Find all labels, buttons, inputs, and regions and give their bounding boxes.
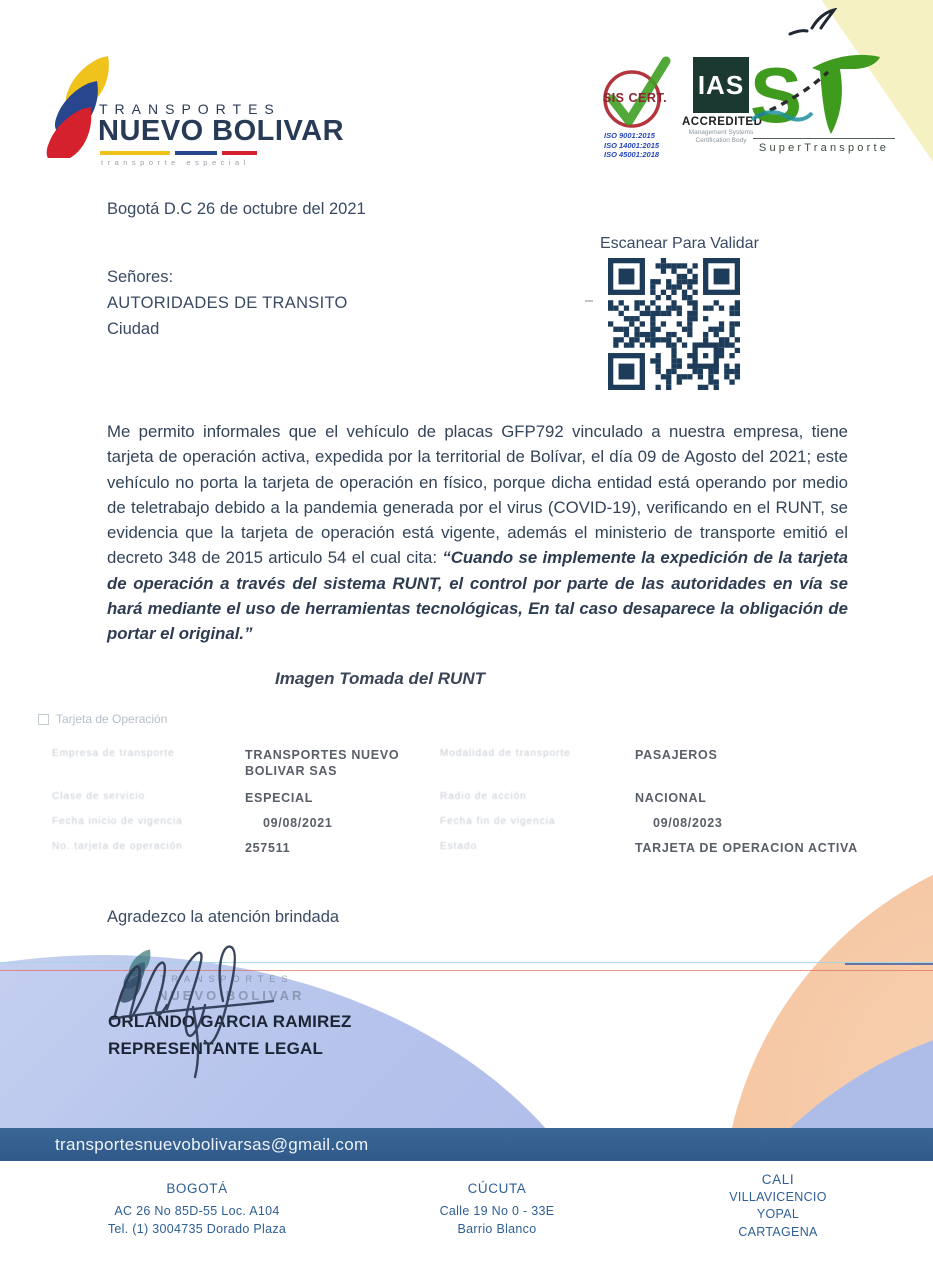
supertransporte-logo-icon: [750, 50, 900, 140]
office-line: VILLAVICENCIO: [729, 1189, 827, 1204]
email-address: transportesnuevobolivarsas@gmail.com: [55, 1134, 369, 1154]
runt-field-value: 09/08/2021: [263, 816, 333, 830]
pen-mark-icon: [786, 8, 838, 46]
recipient-city: Ciudad: [107, 320, 160, 338]
office-city: BOGOTÁ: [166, 1181, 228, 1196]
office-line: CARTAGENA: [738, 1224, 818, 1239]
runt-field-label: No. tarjeta de operación: [52, 841, 183, 852]
office-city: CALI: [761, 1172, 795, 1187]
supertransporte-name: SuperTransporte: [758, 142, 890, 154]
iso-line: ISO 14001:2015: [604, 140, 660, 150]
ias-accredited-logo: [682, 57, 763, 145]
letter-body: [107, 419, 848, 647]
office-line: YOPAL: [756, 1207, 800, 1221]
office-line: AC 26 No 85D-55 Loc. A104: [114, 1204, 280, 1218]
runt-field-label: Empresa de transporte: [52, 748, 175, 759]
closing-line: Agradezco la atención brindada: [107, 908, 340, 926]
body-text: Me permito informales que el vehículo de placas GFP792 vinculado a nuestra empresa, tiene tarjeta de operación activa, expedida por la territorial de Bolívar, el día 09 de Agosto del 2021; este vehículo no porta la tarjeta de operación en físico, porque dicha entidad está operando por medio de teletrabajo debido a la pandemia generada por el virus (COVID-19), verificando en el RUNT, se evidencia que la tarjeta de operación está vigente, además el ministerio de transporte emitió el decreto 348 de 2015 articulo 54 el cual cita:: [107, 422, 848, 568]
runt-field-value: ESPECIAL: [245, 791, 314, 805]
brand-tricolor-bar: [100, 151, 260, 155]
scan-artifact-navy-line: [845, 963, 933, 965]
ias-label: IAS: [697, 69, 745, 100]
brand-name-line1: TRANSPORTES: [99, 101, 281, 117]
office-bogota: [77, 1181, 317, 1238]
runt-field-value: 09/08/2023: [653, 816, 723, 830]
salutation: Señores:: [107, 268, 174, 286]
runt-field-value: TRANSPORTES NUEVO BOLIVAR SAS: [245, 748, 400, 778]
brand-tagline: transporte especial: [101, 158, 250, 167]
iso-line: ISO 45001:2018: [604, 150, 660, 159]
ias-small-line: Certification Body: [695, 137, 747, 144]
recipient-name: AUTORIDADES DE TRANSITO: [107, 294, 348, 312]
ias-small-text: [682, 129, 760, 145]
checkbox-icon: [38, 714, 49, 725]
signer-name: ORLANDO GARCIA RAMIREZ: [108, 1012, 352, 1031]
sis-cert-label: SIS CERT.: [602, 91, 668, 105]
stamp-text-line2: NUEVO BOLIVAR: [158, 988, 305, 1003]
supertransporte-underline: [753, 138, 895, 139]
letter-date: Bogotá D.C 26 de octubre del 2021: [107, 200, 366, 218]
runt-row: [0, 748, 933, 788]
office-line: Barrio Blanco: [457, 1221, 537, 1236]
sis-cert-logo: [596, 55, 676, 165]
runt-field-label: Estado: [440, 841, 478, 852]
runt-field-label: Clase de servicio: [52, 791, 146, 802]
decree-quote: “Cuando se implemente la expedición de la tarjeta de operación a través del sistema RUNT, el control por parte de las autoridades en vía se hará mediante el uso de herramientas tecnológicas, En tal caso desaparece la obligación de portar el original.”: [107, 548, 848, 644]
svg-text:S: S: [750, 51, 803, 139]
office-city: CÚCUTA: [467, 1181, 527, 1196]
office-other-cities: [668, 1171, 888, 1241]
runt-field-value: TARJETA DE OPERACION ACTIVA: [635, 841, 858, 855]
office-line: Calle 19 No 0 - 33E: [439, 1204, 555, 1218]
ias-small-line: Management Systems: [688, 129, 754, 136]
scan-artifact-dash: [585, 300, 593, 302]
office-cucuta: [387, 1181, 607, 1238]
runt-field-label: Modalidad de transporte: [440, 748, 571, 759]
runt-section-text: Tarjeta de Operación: [56, 712, 168, 726]
email-bar: [0, 1128, 933, 1161]
brand-name-line2: NUEVO BOLIVAR: [98, 115, 345, 147]
office-line: Tel. (1) 3004735 Dorado Plaza: [107, 1221, 287, 1236]
qr-caption: Escanear Para Validar: [600, 235, 759, 252]
ias-box-icon: [693, 57, 749, 113]
ias-accredited-label: ACCREDITED: [682, 116, 763, 128]
iso-certifications: [596, 131, 682, 160]
runt-field-value: 257511: [245, 841, 291, 855]
runt-section-label: [38, 712, 167, 726]
handwritten-signature: [105, 935, 305, 1085]
iso-line: ISO 9001:2015: [604, 131, 655, 140]
stamp-text-line1: TRANSPORTES: [160, 974, 294, 984]
runt-field-value: PASAJEROS: [635, 748, 718, 762]
runt-row: [0, 841, 933, 881]
signer-title: REPRESENTANTE LEGAL: [108, 1039, 324, 1058]
runt-image-heading: Imagen Tomada del RUNT: [274, 669, 485, 688]
runt-field-label: Fecha fin de vigencia: [440, 816, 556, 827]
runt-field-label: Radio de acción: [440, 791, 527, 802]
runt-field-label: Fecha inicio de vigencia: [52, 816, 183, 827]
qr-code: [608, 258, 740, 390]
runt-field-value: NACIONAL: [635, 791, 707, 805]
